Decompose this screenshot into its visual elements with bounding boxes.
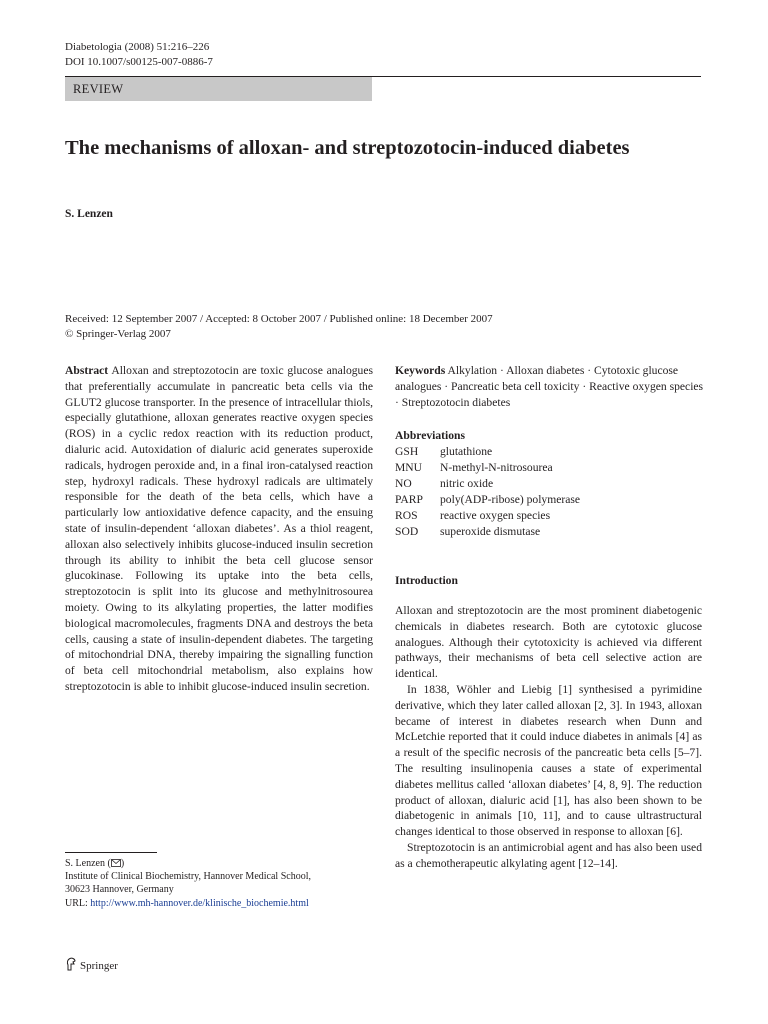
introduction-heading: Introduction (395, 574, 458, 587)
footnote-url-label: URL: (65, 897, 88, 909)
journal-header (65, 40, 213, 70)
article-dates (65, 312, 493, 341)
abbreviation-row: MNU N-methyl-N-nitrosourea (395, 461, 553, 474)
footnote-rule (65, 852, 157, 853)
intro-paragraph: In 1838, Wöhler and Liebig [1] synthesised a pyrimidine derivative, which they later called alloxan [2, 3]. In 1943, alloxan became of interest in diabetes research when Dunn and McLetchie reported that it could induce diabetes in animals [4] as a result of the specific necrosis of the pancreatic beta cells [5–7]. The resulting insulinopenia causes a state of experimental diabetes mellitus called ‘alloxan diabetes’ [4, 8, 9]. The reduction product of alloxan, dialuric acid [1], has also been shown to be diabetogenic in animals [10, 11], and to cause ultrastructural changes identical to those observed in response to alloxan [6]. (395, 682, 702, 839)
keywords (395, 363, 705, 411)
copyright: © Springer-Verlag 2007 (65, 327, 171, 340)
abbreviation-row: NO nitric oxide (395, 477, 494, 490)
publisher-logo (65, 957, 118, 974)
abbreviations-heading: Abbreviations (395, 429, 466, 442)
abbreviations-list (395, 444, 580, 540)
intro-paragraph: Streptozotocin is an antimicrobial agent and has also been used as a chemotherapeutic alkylating agent [12–14]. (395, 840, 702, 870)
abstract-text: Alloxan and streptozotocin are toxic glucose analogues that preferentially accumulate in pancreatic beta cells via the GLUT2 glucose transporter. In the presence of intracellular thiols, especially glutathione, alloxan generates reactive oxygen species (ROS) in a cyclic redox reaction with its reduction product, dialuric acid. Autoxidation of dialuric acid generates superoxide radicals, hydrogen peroxide and, in a final iron-catalysed reaction step, hydroxyl radicals. These hydroxyl radicals are ultimately responsible for the death of the beta cells, which have a particularly low antioxidative defence capacity, and the ensuing state of insulin-dependent ‘alloxan diabetes’. As a thiol reagent, alloxan also selectively inhibits glucose-induced insulin secretion through its ability to inhibit the beta cell glucose sensor glucokinase. Following its uptake into the beta cells, streptozotocin is split into its glucose and methylnitrosourea moiety. Owing to its alkylating properties, the latter modifies biological macromolecules, fragments DNA and destroys the beta cells, causing a state of insulin-dependent diabetes. The targeting of mitochondrial DNA, thereby impairing the signalling function of beta cell mitochondrial metabolism, also explains how streptozotocin is able to inhibit glucose-induced insulin secretion. (65, 364, 373, 693)
abbreviation-row: GSH glutathione (395, 445, 493, 458)
footnote-affiliation: Institute of Clinical Biochemistry, Hannover Medical School, (65, 871, 311, 883)
section-label: REVIEW (65, 77, 372, 101)
dates-line: Received: 12 September 2007 / Accepted: 8 October 2007 / Published online: 18 December 2007 (65, 313, 493, 325)
article-title: The mechanisms of alloxan- and streptozotocin-induced diabetes (65, 137, 630, 159)
keywords-text: Alkylation · Alloxan diabetes · Cytotoxic glucose analogues · Pancreatic beta cell toxicity · Reactive oxygen species · Streptozotocin diabetes (395, 364, 704, 409)
journal-citation: Diabetologia (2008) 51:216–226 (65, 41, 210, 53)
keywords-label: Keywords (395, 364, 446, 377)
publisher-name: Springer (80, 959, 118, 972)
intro-paragraph: Alloxan and streptozotocin are the most prominent diabetogenic chemicals in diabetes research. Both are cytotoxic glucose analogues. Although their cytotoxicity is achieved via different pathways, their mechanisms of beta cell selective action are identical. (395, 604, 702, 681)
envelope-icon (111, 858, 121, 869)
springer-horse-icon (65, 957, 77, 974)
footnote-name: S. Lenzen (65, 858, 105, 869)
author-footnote: S. Lenzen ( ) Institute of Clinical Biochemistry, Hannover Medical School, 30623 Hannover, Germany URL: http://www.mh-hannover.de/klinische_biochemie.html (65, 857, 375, 910)
abstract (65, 363, 373, 695)
footnote-address: 30623 Hannover, Germany (65, 884, 174, 896)
author: S. Lenzen (65, 208, 113, 220)
abbreviation-row: SOD superoxide dismutase (395, 525, 541, 538)
footnote-url-link[interactable]: http://www.mh-hannover.de/klinische_biochemie.html (90, 897, 309, 909)
abbreviation-row: ROS reactive oxygen species (395, 509, 551, 522)
abbreviation-row: PARP poly(ADP-ribose) polymerase (395, 493, 581, 506)
introduction-body (395, 603, 702, 872)
doi: DOI 10.1007/s00125-007-0886-7 (65, 56, 213, 68)
abstract-label: Abstract (65, 364, 109, 377)
